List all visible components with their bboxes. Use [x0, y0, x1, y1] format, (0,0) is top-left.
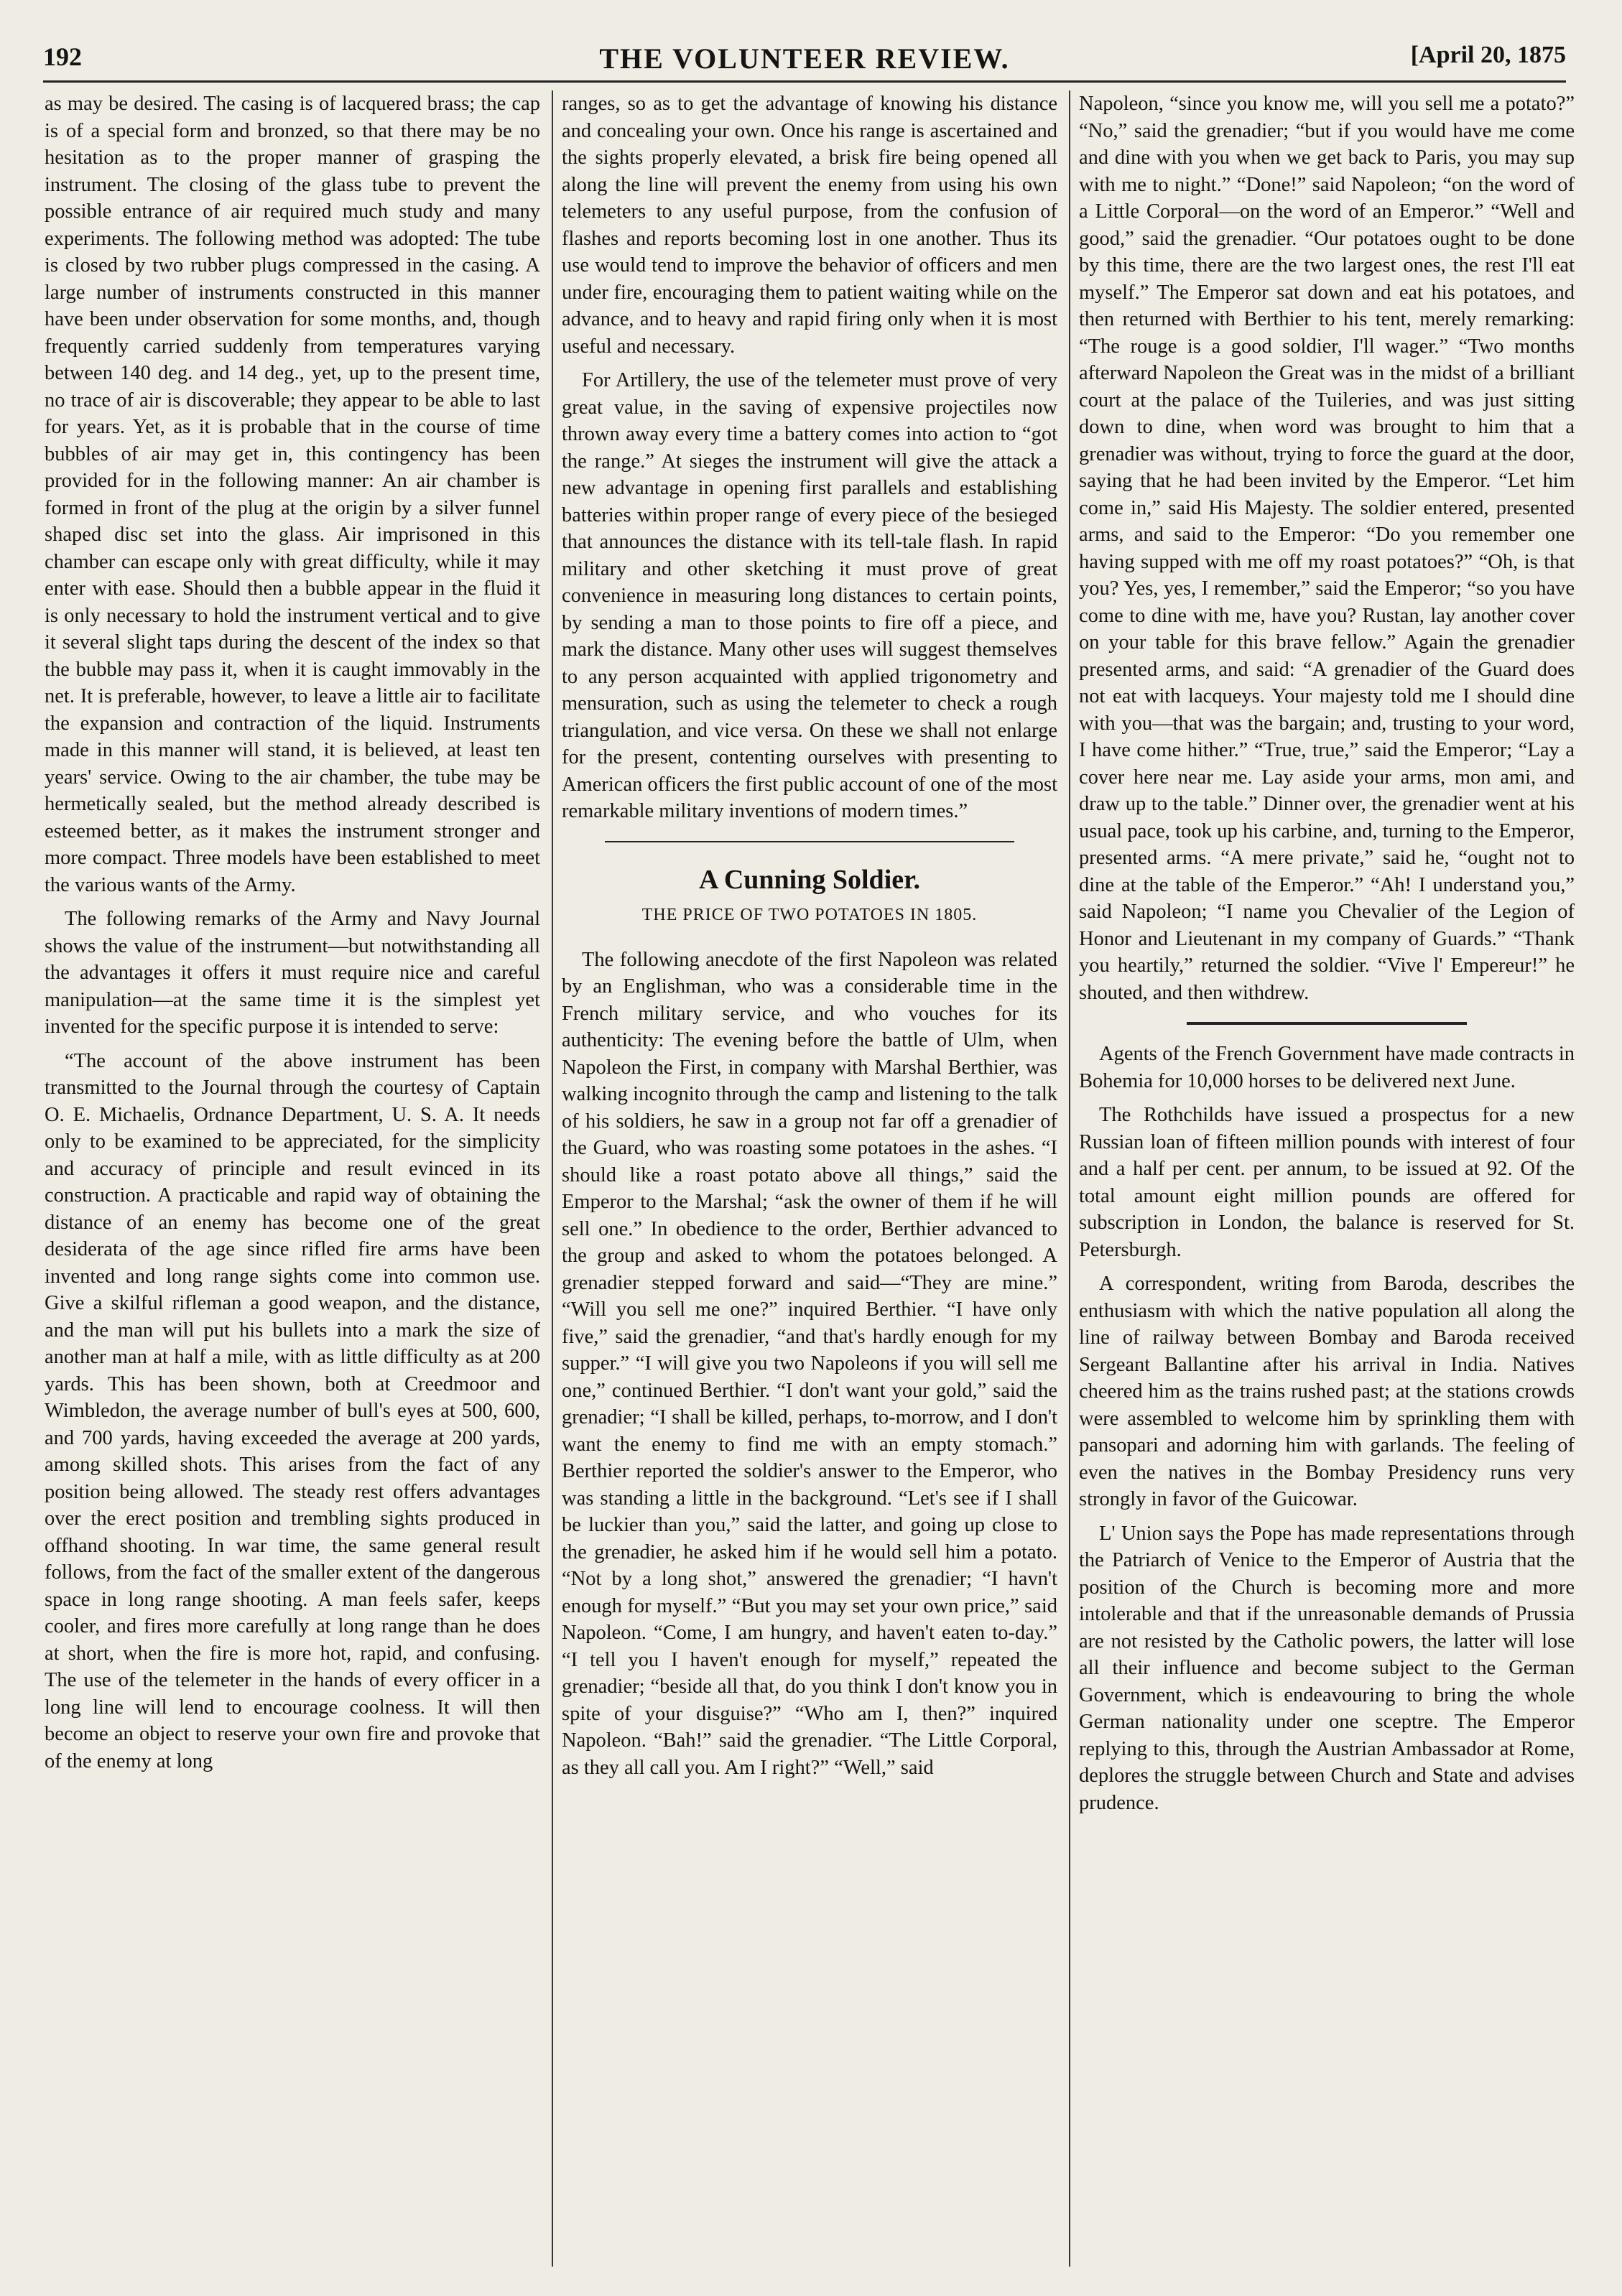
news-item: Agents of the French Government have made contracts in Bohemia for 10,000 horses to be delivered next June. — [1079, 1043, 1575, 1092]
news-item: A correspondent, writing from Baroda, describes the enthusiasm with which the native population all along the line of railway between Bombay and Baroda received Sergeant Ballantine after his arrival in India. Natives cheered him as the trains rushed past; at the stations crowds were assembled to welcome him by sprinkling them with pansopari and adorning him with garlands. The feeling of even the natives in the Bombay Presidency runs very strongly in favor of the Guicowar. — [1079, 1273, 1575, 1510]
news-item: L' Union says the Pope has made representations through the Patriarch of Venice to the Emperor of Austria that the position of the Church is becoming more and more intolerable and that if the unreasonable demands of Prussia are not resisted by the Catholic powers, the latter will lose all their influence and become subject to the German Government, which is endeavouring to bring the whole German nationality under one sceptre. The Emperor replying to this, through the Austrian Ambassador at Rome, deplores the struggle between Church and State and advises prudence. — [1079, 1522, 1575, 1814]
telemeter-article-paragraph: ranges, so as to get the advantage of knowing his distance and concealing your own. Once his range is ascertained and the sights properly elevated, a brisk fire being opened all along the line will prevent the enemy from using his own telemeters to any useful purpose, from the confusion of flashes and reports becoming lost in one another. Thus its use would tend to improve the behavior of officers and men under fire, encouraging them to patient waiting while on the advance, and to heavy and rapid firing only when it is most useful and necessary. — [562, 93, 1057, 358]
column-rule — [1069, 90, 1070, 2267]
telemeter-article-paragraph: For Artillery, the use of the telemeter must prove of very great value, in the saving of expensive projectiles now thrown away every time a battery comes into action to “got the range.” At sieges the instrument will give the attack a new advantage in opening first parallels and establishing batteries within proper range of every piece of the besieged that announces the distance with its tell-tale flash. In rapid military and other sketching it must prove of great convenience in measuring long distances to certain points, by sending a man to those points to fire off a piece, and mark the distance. Many other uses will suggest themselves to any person acquainted with applied trigonometry and mensuration, such as using the telemeter to check a rough triangulation, and vice versa. On these we shall not enlarge for the present, contenting ourselves with presenting to American officers the first public account of one of the most remarkable military inventions of modern times.” — [562, 369, 1057, 822]
telemeter-article-paragraph: The following remarks of the Army and Navy Journal shows the value of the instrument—but notwithstanding all the advantages it offers it must require nice and careful manipulation—at the same time it is the simplest yet invented for the specific purpose it is intended to serve: — [45, 908, 540, 1038]
cunning-soldier-paragraph: The following anecdote of the first Napoleon was related by an Englishman, who was a considerable time in the French military service, and who vouches for its authenticity: The evening before the battle of Ulm, when Napoleon the First, in company with Marshal Berthier, was walking incognito through the camp and listening to the talk of his soldiers, he saw in a group not far off a grenadier of the Guard, who was roasting some potatoes in the ashes. “I should like a roast potato above all things,” said the Emperor to the Marshal; “ask the owner of them if he will sell one.” In obedience to the order, Berthier advanced to the group and asked to whom the potatoes belonged. A grenadier stepped forward and said—“They are mine.” “Will you sell me one?” inquired Berthier. “I have only five,” said the grenadier, “and that's hardly enough for my supper.” “I will give you two Napoleons if you will sell me one,” continued Berthier. “I don't want your gold,” said the grenadier; “I shall be killed, perhaps, to-morrow, and I don't want the enemy to find me with an empty stomach.” Berthier reported the soldier's answer to the Emperor, who was standing a little in the background. “Let's see if I shall be luckier than you,” said the latter, and going up close to the grenadier, he asked him if he would sell him a potato. “Not by a long shot,” answered the grenadier; “I havn't enough for myself.” “But you may set your own price,” said Napoleon. “Come, I am hungry, and haven't eaten to-day.” “I tell you I haven't enough for myself,” repeated the grenadier; “beside all that, do you think I don't know you in spite of your disguise?” “Who am I, then?” inquired Napoleon. “Bah!” said the grenadier. “The Little Corporal, as they all call you. Am I right?” “Well,” said — [562, 948, 1057, 1779]
telemeter-article-paragraph: as may be desired. The casing is of lacquered brass; the cap is of a special form and bronzed, so that there may be no hesitation as to the proper manner of grasping the instrument. The closing of the glass tube to prevent the possible entrance of air required much study and many experiments. The following method was adopted: The tube is closed by two rubber plugs compressed in the casing. A large number of instruments constructed in this manner have been under observation for some months, and, though frequently carried suddenly from temperatures varying between 140 deg. and 14 deg., yet, up to the present time, no trace of air is discoverable; they appear to be able to last for years. Yet, as it is probable that in the course of time bubbles of air may get in, this contingency has been provided for in the following manner: An air chamber is formed in front of the plug at the origin by a silver funnel shaped disc set into the glass. Air imprisoned in this chamber can escape only with great difficulty, while it may enter with ease. Should then a bubble appear in the fluid it is only necessary to hold the instrument vertical and to give it several slight taps during the descent of the index so that the bubble may pass it, when it is caught immovably in the net. It is preferable, however, to leave a little air to facilitate the expansion and contraction of the liquid. Instruments made in this manner will stand, it is believed, at least ten years' service. Owing to the air chamber, the tube may be hermetically sealed, but the method already described is esteemed better, as it makes the instrument stronger and more compact. Three models have been established to meet the various wants of the Army. — [45, 93, 540, 896]
page-number: 192 — [43, 42, 82, 71]
section-divider — [1187, 1022, 1467, 1025]
column-1 — [45, 90, 540, 2267]
article-subheadline: THE PRICE OF TWO POTATOES IN 1805. — [641, 906, 978, 924]
newspaper-title: THE VOLUNTEER REVIEW. — [599, 42, 1010, 75]
cunning-soldier-paragraph: Napoleon, “since you know me, will you sell me a potato?” “No,” said the grenadier; “but if you would have me come and dine with you when we get back to Paris, you may sup with me to night.” “Done!” said Napoleon; “on the word of a Little Corporal—on the word of an Emperor.” “Well and good,” said the grenadier. “Our potatoes ought to be done by this time, there are the two largest ones, the rest I'll eat myself.” The Emperor sat down and eat his potatoes, and then returned with Berthier to his tent, merely remarking: “The rouge is a good soldier, I'll wager.” “Two months afterward Napoleon the Great was in the midst of a brilliant court at the palace of the Tuileries, and was just sitting down to dine, when word was brought to him that a grenadier was without, trying to force the guard at the door, saying that he had been invited by the Emperor. “Let him come in,” said His Majesty. The soldier entered, presented arms, and said to the Emperor: “Do you remember one having supped with me off my roast potatoes?” “Oh, is that you? Yes, yes, I remember,” said the Emperor; “so you have come to dine with me, have you? Rustan, lay another cover on your table for this brave fellow.” Again the grenadier presented arms, and said: “A grenadier of the Guard does not eat with lacqueys. Your majesty told me I should dine with you—that was the bargain; and, trusting to your word, I have come hither.” “True, true,” said the Emperor; “Lay a cover here near me. Lay aside your arms, mon ami, and draw up to the table.” Dinner over, the grenadier went at his usual pace, took up his carbine, and, turning to the Emperor, presented arms. “A mere private,” said he, “ought not to dine at the table of the Emperor.” “Ah! I understand you,” said Napoleon; “I name you Chevalier of the Legion of Honor and Lieutenant in my company of Guards.” “Thank you heartily,” returned the soldier. “Vive l' Empereur!” he shouted, and then withdrew. — [1079, 93, 1575, 1004]
news-item: The Rothchilds have issued a prospectus for a new Russian loan of fifteen million pounds with interest of four and a half per cent. per annum, to be issued at 92. Of the total amount eight million pounds are offered for subscription in London, the balance is reserved for St. Petersburgh. — [1079, 1104, 1575, 1261]
column-rule — [552, 90, 553, 2267]
article-headline: A Cunning Soldier. — [698, 864, 920, 895]
column-3 — [1079, 90, 1575, 2267]
section-divider — [605, 841, 1014, 842]
issue-date: [April 20, 1875 — [1410, 42, 1566, 68]
column-2 — [562, 90, 1057, 2267]
masthead — [43, 37, 1566, 83]
telemeter-article-paragraph: “The account of the above instrument has been transmitted to the Journal through the courtesy of Captain O. E. Michaelis, Ordnance Department, U. S. A. It needs only to be examined to be appreciated, for the simplicity and accuracy of principle and result evinced in its construction. A practicable and rapid way of obtaining the distance of an enemy has become one of the great desiderata of the age since rifled fire arms have been invented and long range sights come into common use. Give a skilful rifleman a good weapon, and the distance, and the man will put his bullets into a mark the size of another man at half a mile, with as little difficulty as at 200 yards. This has been shown, both at Creedmoor and Wimbledon, the average number of bull's eyes at 500, 600, and 700 yards, having exceeded the average at 200 yards, among skilled shots. This arises from the fact of any position being allowed. The steady rest offers advantages over the erect position and trembling sights produced in offhand shooting. In war time, the same general result follows, from the fact of the smaller extent of the dangerous space in long range shooting. A man feels safer, keeps cooler, and fires more carefully at long range than he does at short, when the fire is more hot, rapid, and confusing. The use of the telemeter in the hands of every officer in a long line will lend to encourage coolness. It will then become an object to reserve your own fire and provoke that of the enemy at long — [45, 1049, 540, 1772]
